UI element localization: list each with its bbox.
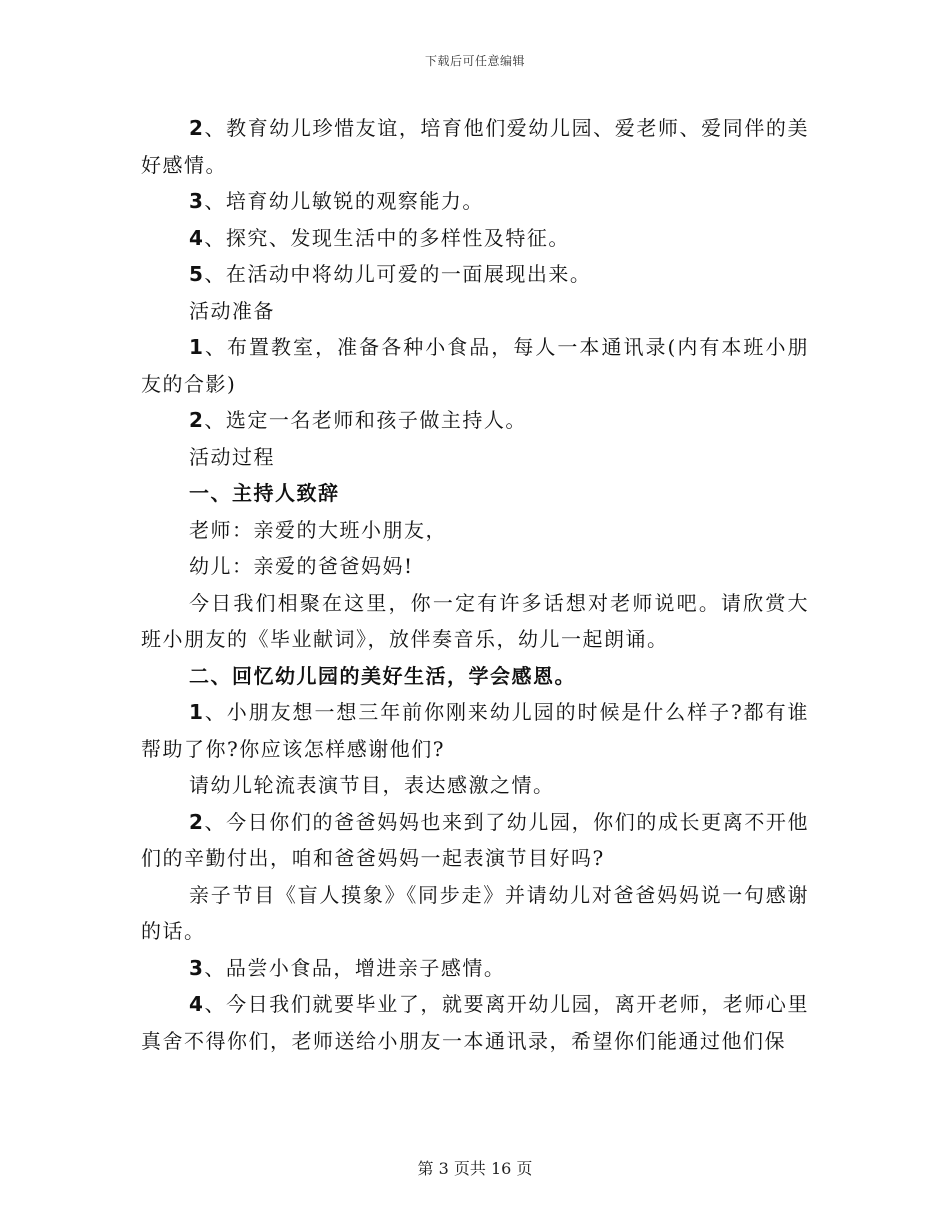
- paragraph: [141, 950, 809, 987]
- item-number: 2: [189, 809, 205, 834]
- document-body: [141, 110, 809, 1059]
- item-number: 3: [189, 189, 205, 213]
- paragraph: [141, 183, 809, 220]
- item-number: 3: [189, 955, 205, 980]
- item-number: 1: [189, 335, 205, 359]
- page-header: 下载后可任意编辑: [424, 54, 525, 68]
- section-label: 活动准备: [189, 298, 275, 323]
- paragraph: [141, 110, 809, 183]
- item-number: 4: [189, 225, 205, 250]
- paragraph: [141, 986, 809, 1059]
- dialogue-line: 幼儿：亲爱的爸爸妈妈!: [189, 554, 414, 578]
- item-number: 1: [189, 700, 205, 724]
- section-heading: 二、回忆幼儿园的美好生活，学会感恩。: [189, 663, 576, 688]
- paragraph: [141, 220, 809, 257]
- paragraph-text: 、布置教室，准备各种小食品，每人一本通讯录(内有本班小朋友的合影): [141, 335, 809, 396]
- paragraph-text: 今日我们相聚在这里，你一定有许多话想对老师说吧。请欣赏大班小朋友的《毕业献词》，放伴奏音乐，幼儿一起朗诵。: [141, 590, 809, 651]
- paragraph: [141, 694, 809, 767]
- paragraph-text: 、小朋友想一想三年前你刚来幼儿园的时候是什么样子?都有谁帮助了你?你应该怎样感谢他们?: [141, 700, 809, 761]
- paragraph-text: 、在活动中将幼儿可爱的一面展现出来。: [204, 262, 592, 286]
- item-number: 5: [189, 262, 205, 286]
- paragraph-text: 、今日你们的爸爸妈妈也来到了幼儿园，你们的成长更离不开他们的辛勤付出，咱和爸爸妈妈一起表演节目好吗?: [141, 809, 809, 870]
- item-number: 2: [189, 116, 205, 140]
- paragraph-text: 、探究、发现生活中的多样性及特征。: [204, 225, 570, 250]
- paragraph-text: 请幼儿轮流表演节目，表达感激之情。: [189, 773, 555, 797]
- item-number: 2: [189, 408, 205, 432]
- section-label: 活动过程: [189, 444, 275, 469]
- paragraph-text: 、选定一名老师和孩子做主持人。: [204, 408, 527, 432]
- paragraph: [141, 329, 809, 402]
- paragraph-text: 亲子节目《盲人摸象》《同步走》并请幼儿对爸爸妈妈说一句感谢的话。: [141, 882, 809, 943]
- paragraph-text: 、今日我们就要毕业了，就要离开幼儿园，离开老师，老师心里真舍不得你们，老师送给小朋友一本通讯录，希望你们能通过他们保: [141, 992, 809, 1053]
- dialogue-line: 老师：亲爱的大班小朋友，: [189, 517, 447, 542]
- paragraph: [141, 402, 809, 439]
- paragraph-text: 、教育幼儿珍惜友谊，培育他们爱幼儿园、爱老师、爱同伴的美好感情。: [141, 116, 809, 177]
- paragraph-text: 、品尝小食品，增进亲子感情。: [204, 955, 506, 980]
- item-number: 4: [189, 992, 205, 1016]
- page-footer: 第 3 页共 16 页: [417, 1159, 533, 1178]
- paragraph: [141, 804, 809, 877]
- section-heading: 一、主持人致辞: [189, 481, 340, 505]
- paragraph: [141, 256, 809, 293]
- paragraph-text: 、培育幼儿敏锐的观察能力。: [204, 189, 484, 213]
